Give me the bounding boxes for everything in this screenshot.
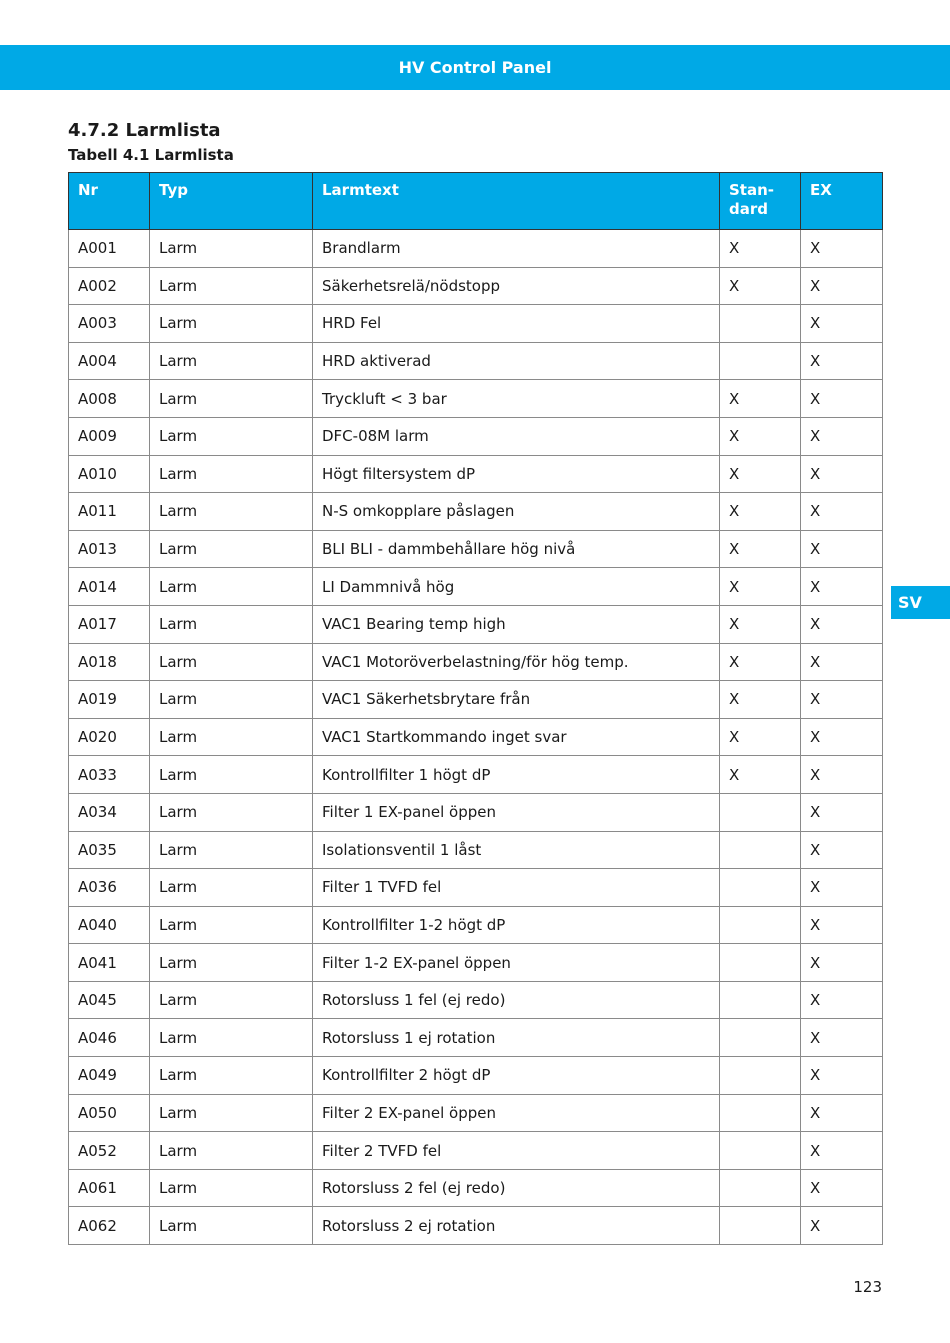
cell-typ: Larm	[150, 455, 313, 493]
cell-ex: X	[801, 906, 883, 944]
cell-larmtext: Filter 1-2 EX-panel öppen	[313, 944, 720, 982]
table-row	[69, 342, 883, 380]
cell-nr: A033	[69, 756, 150, 794]
cell-standard	[720, 1094, 801, 1132]
cell-typ: Larm	[150, 230, 313, 268]
cell-standard: X	[720, 643, 801, 681]
cell-nr: A017	[69, 605, 150, 643]
table-row	[69, 455, 883, 493]
cell-typ: Larm	[150, 906, 313, 944]
table-row	[69, 1094, 883, 1132]
cell-larmtext: VAC1 Motoröverbelastning/för hög temp.	[313, 643, 720, 681]
cell-larmtext: Rotorsluss 1 ej rotation	[313, 1019, 720, 1057]
column-header-typ: Typ	[150, 173, 313, 230]
table-row	[69, 981, 883, 1019]
table-row	[69, 643, 883, 681]
table-row	[69, 568, 883, 606]
cell-ex: X	[801, 305, 883, 343]
cell-nr: A034	[69, 793, 150, 831]
cell-ex: X	[801, 1057, 883, 1095]
cell-standard	[720, 342, 801, 380]
cell-typ: Larm	[150, 267, 313, 305]
cell-ex: X	[801, 455, 883, 493]
cell-larmtext: HRD aktiverad	[313, 342, 720, 380]
cell-nr: A008	[69, 380, 150, 418]
cell-larmtext: Isolationsventil 1 låst	[313, 831, 720, 869]
cell-ex: X	[801, 643, 883, 681]
cell-standard: X	[720, 681, 801, 719]
table-row	[69, 1132, 883, 1170]
cell-ex: X	[801, 380, 883, 418]
cell-nr: A061	[69, 1169, 150, 1207]
cell-nr: A050	[69, 1094, 150, 1132]
cell-nr: A020	[69, 718, 150, 756]
cell-nr: A002	[69, 267, 150, 305]
header-bar	[0, 45, 950, 90]
cell-larmtext: VAC1 Säkerhetsbrytare från	[313, 681, 720, 719]
cell-ex: X	[801, 342, 883, 380]
cell-larmtext: Rotorsluss 2 ej rotation	[313, 1207, 720, 1245]
cell-ex: X	[801, 1207, 883, 1245]
table-row	[69, 1207, 883, 1245]
cell-nr: A062	[69, 1207, 150, 1245]
cell-ex: X	[801, 1094, 883, 1132]
cell-larmtext: LI Dammnivå hög	[313, 568, 720, 606]
cell-typ: Larm	[150, 417, 313, 455]
cell-nr: A011	[69, 493, 150, 531]
cell-standard: X	[720, 493, 801, 531]
cell-ex: X	[801, 267, 883, 305]
cell-ex: X	[801, 493, 883, 531]
cell-ex: X	[801, 793, 883, 831]
cell-ex: X	[801, 230, 883, 268]
cell-typ: Larm	[150, 718, 313, 756]
cell-larmtext: Säkerhetsrelä/nödstopp	[313, 267, 720, 305]
cell-standard: X	[720, 455, 801, 493]
cell-ex: X	[801, 869, 883, 907]
cell-larmtext: VAC1 Startkommando inget svar	[313, 718, 720, 756]
cell-standard	[720, 869, 801, 907]
cell-ex: X	[801, 568, 883, 606]
page-number: 123	[853, 1278, 882, 1296]
alarm-table-body	[69, 230, 883, 1245]
cell-nr: A004	[69, 342, 150, 380]
cell-ex: X	[801, 681, 883, 719]
cell-nr: A001	[69, 230, 150, 268]
table-row	[69, 605, 883, 643]
cell-larmtext: Kontrollfilter 1 högt dP	[313, 756, 720, 794]
cell-larmtext: Högt filtersystem dP	[313, 455, 720, 493]
cell-standard	[720, 793, 801, 831]
cell-typ: Larm	[150, 756, 313, 794]
table-row	[69, 906, 883, 944]
cell-typ: Larm	[150, 944, 313, 982]
cell-typ: Larm	[150, 869, 313, 907]
cell-nr: A046	[69, 1019, 150, 1057]
cell-larmtext: BLI BLI - dammbehållare hög nivå	[313, 530, 720, 568]
cell-typ: Larm	[150, 605, 313, 643]
cell-nr: A035	[69, 831, 150, 869]
cell-typ: Larm	[150, 493, 313, 531]
header-title: HV Control Panel	[398, 58, 552, 77]
cell-standard	[720, 1057, 801, 1095]
table-row	[69, 417, 883, 455]
cell-larmtext: Brandlarm	[313, 230, 720, 268]
cell-standard	[720, 906, 801, 944]
language-tab-label: SV	[898, 593, 922, 612]
cell-ex: X	[801, 756, 883, 794]
cell-ex: X	[801, 981, 883, 1019]
cell-ex: X	[801, 1019, 883, 1057]
cell-standard	[720, 1169, 801, 1207]
cell-nr: A045	[69, 981, 150, 1019]
cell-ex: X	[801, 944, 883, 982]
cell-typ: Larm	[150, 1132, 313, 1170]
cell-typ: Larm	[150, 1169, 313, 1207]
cell-larmtext: Filter 1 TVFD fel	[313, 869, 720, 907]
cell-standard	[720, 1132, 801, 1170]
alarm-table	[68, 172, 883, 1245]
cell-nr: A010	[69, 455, 150, 493]
cell-nr: A014	[69, 568, 150, 606]
cell-larmtext: Rotorsluss 1 fel (ej redo)	[313, 981, 720, 1019]
table-row	[69, 530, 883, 568]
cell-typ: Larm	[150, 530, 313, 568]
column-header-ex: EX	[801, 173, 883, 230]
cell-nr: A052	[69, 1132, 150, 1170]
alarm-table-header	[69, 173, 883, 230]
cell-ex: X	[801, 1132, 883, 1170]
cell-nr: A040	[69, 906, 150, 944]
cell-larmtext: Kontrollfilter 2 högt dP	[313, 1057, 720, 1095]
cell-typ: Larm	[150, 681, 313, 719]
cell-nr: A003	[69, 305, 150, 343]
cell-ex: X	[801, 1169, 883, 1207]
cell-typ: Larm	[150, 305, 313, 343]
cell-ex: X	[801, 417, 883, 455]
cell-ex: X	[801, 831, 883, 869]
cell-standard: X	[720, 756, 801, 794]
cell-typ: Larm	[150, 1207, 313, 1245]
table-row	[69, 681, 883, 719]
cell-typ: Larm	[150, 380, 313, 418]
cell-standard: X	[720, 718, 801, 756]
cell-nr: A019	[69, 681, 150, 719]
cell-standard: X	[720, 530, 801, 568]
cell-larmtext: Filter 1 EX-panel öppen	[313, 793, 720, 831]
table-row	[69, 831, 883, 869]
cell-standard: X	[720, 267, 801, 305]
cell-standard: X	[720, 380, 801, 418]
cell-typ: Larm	[150, 342, 313, 380]
table-row	[69, 944, 883, 982]
cell-larmtext: Filter 2 EX-panel öppen	[313, 1094, 720, 1132]
table-row	[69, 267, 883, 305]
cell-ex: X	[801, 718, 883, 756]
cell-nr: A036	[69, 869, 150, 907]
cell-larmtext: DFC-08M larm	[313, 417, 720, 455]
cell-typ: Larm	[150, 831, 313, 869]
cell-typ: Larm	[150, 793, 313, 831]
cell-standard: X	[720, 417, 801, 455]
table-row	[69, 718, 883, 756]
cell-standard	[720, 944, 801, 982]
cell-standard: X	[720, 605, 801, 643]
cell-larmtext: VAC1 Bearing temp high	[313, 605, 720, 643]
cell-typ: Larm	[150, 981, 313, 1019]
table-row	[69, 869, 883, 907]
table-row	[69, 793, 883, 831]
cell-typ: Larm	[150, 643, 313, 681]
table-row	[69, 493, 883, 531]
header-row	[69, 173, 883, 230]
cell-larmtext: N-S omkopplare påslagen	[313, 493, 720, 531]
cell-larmtext: Tryckluft < 3 bar	[313, 380, 720, 418]
cell-standard	[720, 831, 801, 869]
section-title: 4.7.2 Larmlista	[68, 120, 221, 141]
cell-larmtext: HRD Fel	[313, 305, 720, 343]
cell-typ: Larm	[150, 568, 313, 606]
cell-larmtext: Rotorsluss 2 fel (ej redo)	[313, 1169, 720, 1207]
cell-larmtext: Kontrollfilter 1-2 högt dP	[313, 906, 720, 944]
cell-typ: Larm	[150, 1057, 313, 1095]
cell-standard	[720, 1207, 801, 1245]
table-row	[69, 380, 883, 418]
cell-larmtext: Filter 2 TVFD fel	[313, 1132, 720, 1170]
cell-typ: Larm	[150, 1019, 313, 1057]
cell-nr: A013	[69, 530, 150, 568]
cell-ex: X	[801, 530, 883, 568]
cell-standard	[720, 1019, 801, 1057]
cell-typ: Larm	[150, 1094, 313, 1132]
column-header-nr: Nr	[69, 173, 150, 230]
cell-nr: A009	[69, 417, 150, 455]
cell-standard	[720, 981, 801, 1019]
cell-standard: X	[720, 230, 801, 268]
column-header-larmtext: Larmtext	[313, 173, 720, 230]
cell-standard: X	[720, 568, 801, 606]
table-row	[69, 1057, 883, 1095]
table-row	[69, 1169, 883, 1207]
column-header-standard: Stan- dard	[720, 173, 801, 230]
cell-nr: A049	[69, 1057, 150, 1095]
cell-standard	[720, 305, 801, 343]
table-row	[69, 1019, 883, 1057]
table-row	[69, 756, 883, 794]
table-row	[69, 305, 883, 343]
table-row	[69, 230, 883, 268]
table-caption: Tabell 4.1 Larmlista	[68, 146, 234, 164]
language-tab	[891, 586, 950, 619]
cell-nr: A018	[69, 643, 150, 681]
cell-ex: X	[801, 605, 883, 643]
cell-nr: A041	[69, 944, 150, 982]
